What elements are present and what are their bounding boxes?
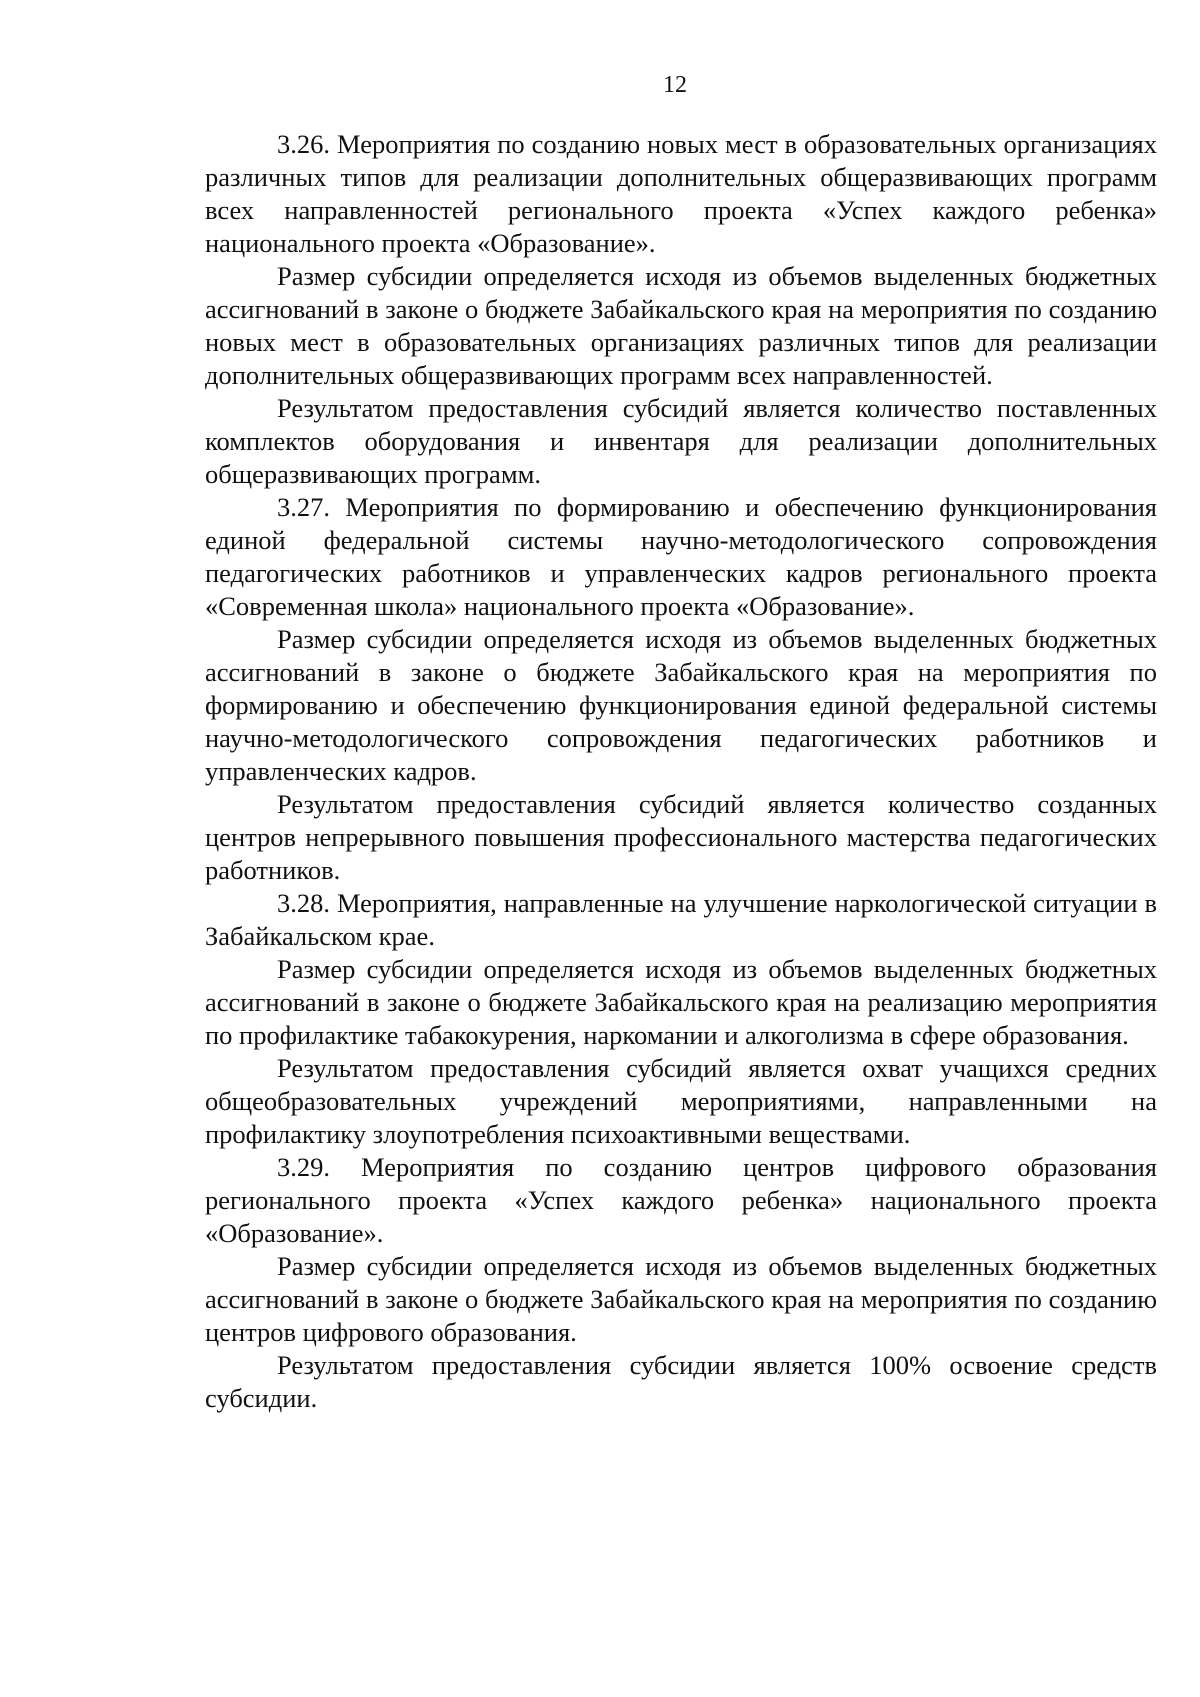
paragraph-3-29-title: 3.29. Мероприятия по созданию центров цифрового образования регионального проекта «Успех каждого ребенка» национального проекта «Образование». (205, 1152, 1157, 1248)
paragraph-3-26-title: 3.26. Мероприятия по созданию новых мест в образовательных организациях различных типов для реализации дополнительных общеразвивающих программ всех направленностей регионального проекта «Успех каждого ребенка» национального проекта «Образование». (205, 129, 1157, 258)
paragraph-3-28-title: 3.28. Мероприятия, направленные на улучшение наркологической ситуации в Забайкальском крае. (205, 888, 1157, 951)
paragraph-3-29-result: Результатом предоставления субсидии является 100% освоение средств субсидии. (205, 1350, 1157, 1413)
paragraph-3-26-subsidy-size: Размер субсидии определяется исходя из объемов выделенных бюджетных ассигнований в законе о бюджете Забайкальского края на мероприятия по созданию новых мест в образовательных организациях различных типов для реализации дополнительных общеразвивающих программ всех направленностей. (205, 261, 1157, 390)
paragraph-3-27-result: Результатом предоставления субсидий является количество созданных центров непрерывного повышения профессионального мастерства педагогических работников. (205, 789, 1157, 885)
paragraph-3-26-result: Результатом предоставления субсидий является количество поставленных комплектов оборудования и инвентаря для реализации дополнительных общеразвивающих программ. (205, 393, 1157, 489)
page-number: 12 (663, 72, 687, 98)
document-body (205, 128, 1157, 1415)
paragraph-3-28-subsidy-size: Размер субсидии определяется исходя из объемов выделенных бюджетных ассигнований в законе о бюджете Забайкальского края на реализацию мероприятия по профилактике табакокурения, наркомании и алкоголизма в сфере образования. (205, 954, 1157, 1050)
paragraph-3-27-subsidy-size: Размер субсидии определяется исходя из объемов выделенных бюджетных ассигнований в законе о бюджете Забайкальского края на мероприятия по формированию и обеспечению функционирования единой федеральной системы научно-методологического сопровождения педагогических работников и управленческих кадров. (205, 624, 1157, 786)
paragraph-3-28-result: Результатом предоставления субсидий является охват учащихся средних общеобразовательных учреждений мероприятиями, направленными на профилактику злоупотребления психоактивными веществами. (205, 1053, 1157, 1149)
paragraph-3-27-title: 3.27. Мероприятия по формированию и обеспечению функционирования единой федеральной системы научно-методологического сопровождения педагогических работников и управленческих кадров регионального проекта «Современная школа» национального проекта «Образование». (205, 492, 1157, 621)
paragraph-3-29-subsidy-size: Размер субсидии определяется исходя из объемов выделенных бюджетных ассигнований в законе о бюджете Забайкальского края на мероприятия по созданию центров цифрового образования. (205, 1251, 1157, 1347)
